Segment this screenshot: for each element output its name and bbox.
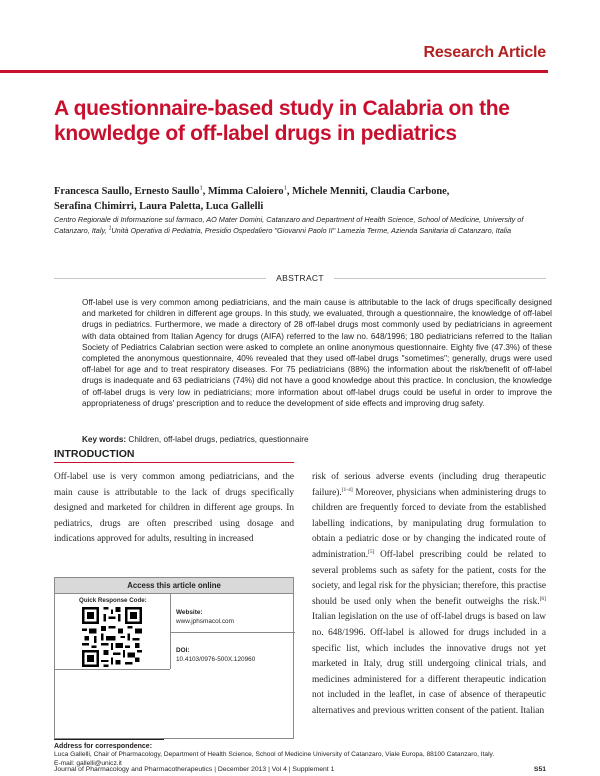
introduction-heading: INTRODUCTION [54,448,135,460]
abstract-text: Off-label use is very common among pediatricians, and the main cause is attributable to the lack of drugs specifically designed and marketed for children in different age groups. In this study, we evaluated, through a questionnaire, the knowledge of off-label drugs in pediatrics. Furthermore, we made a directory of 28 off-label drugs most commonly used by pediatricians in agreement with data obtained from Italian Agency for drugs (AIFA) referred to the law no. 648/1996; 180 pediatricians referred to the Italian Society of Pediatrics Calabrian section were asked to complete an online anonymous questionnaire. Eighty five (47.3%) of these completed the anonymous questionnaire, 40% revealed that they used off-label drugs "sometimes"; generally, drugs were used off-label for age and to treat respiratory diseases. For 75 pediatricians (88%) the information about the risk/benefit of off-label drugs is inadequate and 63 pediatricians (74%) did not have a good knowledge about this practice. In conclusion, the knowledge of off-label drugs is very low in pediatricians; more information about off-label drugs could be useful in order to improve the appropriateness of drugs' prescription and to reduce the development of side effects and improving drug safety. [82,298,552,408]
citation-ref[interactable]: [5] [368,548,375,555]
qr-code-icon[interactable] [82,607,142,667]
affiliation-marker: 1 [283,184,287,192]
authors-part-1: Francesca Saullo, Ernesto Saullo [54,186,200,197]
keywords [82,435,552,444]
access-box-heading: Access this article online [55,578,293,594]
correspondence-address: Luca Gallelli, Chair of Pharmacology, Department of Health Science, School of Medicine University of Catanzaro, Viale Europa, 88100 Catanzaro, Italy. [54,751,495,758]
access-online-box [54,577,294,739]
affiliation-marker: 1 [108,225,112,232]
authors-line-2: Serafina Chimirri, Laura Paletta, Luca Gallelli [54,201,264,212]
paper-title: A questionnaire-based study in Calabria on the knowledge of off-label drugs in pediatrics [54,97,510,145]
correspondence-label: Address for correspondence: [54,743,153,750]
intro-text: Italian legislation on the use of off-label drugs is based on law no. 648/1996. Off-label is allowed for drugs included in a specific list, which includes the innovative drugs not yet marketed in Italy, drug still undergoing clinical trials, and medicines administered for a different therapeutic indication not included in the leaflet, in case of absence of therapeutic alternatives and previous written consent of the patient. Italian [312,612,546,716]
article-type-label: Research Article [423,44,546,61]
doi-info [176,646,255,664]
qr-label: Quick Response Code: [79,597,147,604]
box-divider [170,632,295,633]
authors-part-3: , Michele Menniti, Claudia Carbone, [286,186,450,197]
correspondence-email[interactable]: E-mail: gallelli@unicz.it [54,759,122,767]
author-list [54,184,554,214]
introduction-left-column: Off-label use is very common among pediatricians, and the main cause is attributable to the lack of drugs specifically designed and marketed for children in different age groups. In pediatrics, drugs are often prescribed using dosage and indications approved for adults, resulting in increased [54,472,294,545]
correspondence-rule [54,739,164,740]
keywords-list: Children, off-label drugs, pediatrics, questionnaire [126,435,309,444]
authors-part-2: , Mimma Caloiero [202,186,284,197]
box-divider [55,669,170,670]
affiliation-secondary: Unità Operativa di Pediatria, Presidio Ospedaliero "Giovanni Paolo II" Lamezia Terme, Azienda Sanitaria di Catanzaro, Italia [111,226,512,235]
introduction-rule [54,462,294,463]
affiliation-primary: Centro Regionale di Informazione sul farmaco, AO Mater Domini, Catanzaro and Department of Health Science, School of Medicine, University of Catanzaro, Italy, [54,215,524,235]
intro-text: risk of serious adverse events (including drug therapeutic failure). [312,472,546,498]
introduction-right-column [312,470,546,720]
intro-text: Off-label prescribing could be related to several problems such as safety for the patient, costs for the society, and legal risk for the physician; therefore, this practise should be used only when the benefit outweighs the risk. [312,549,546,607]
intro-text: Moreover, physicians when administering drugs to children are frequently forced to deviate from the established labelling indications, by manipulating drug formulation to obtain a pediatric dose or by changing the indicated route of administration. [312,487,546,560]
journal-footer: Journal of Pharmacology and Pharmacotherapeutics | December 2013 | Vol 4 | Supplement 1 [54,766,335,773]
affiliations [54,214,554,236]
qr-cell [55,593,171,669]
website-info [176,608,234,626]
doi-link[interactable]: 10.4103/0976-500X.120960 [176,656,256,663]
affiliation-marker: 1 [199,184,203,192]
website-link[interactable]: www.jphsmacol.com [176,618,234,625]
citation-ref[interactable]: [6] [539,595,546,602]
keywords-label: Key words: [82,435,127,444]
abstract-heading: ABSTRACT [276,273,324,283]
website-label: Website: [176,609,203,616]
page-number: S51 [533,766,546,773]
citation-ref[interactable]: [1-4] [341,486,353,493]
doi-label: DOI: [176,647,190,654]
header-rule [0,70,548,73]
